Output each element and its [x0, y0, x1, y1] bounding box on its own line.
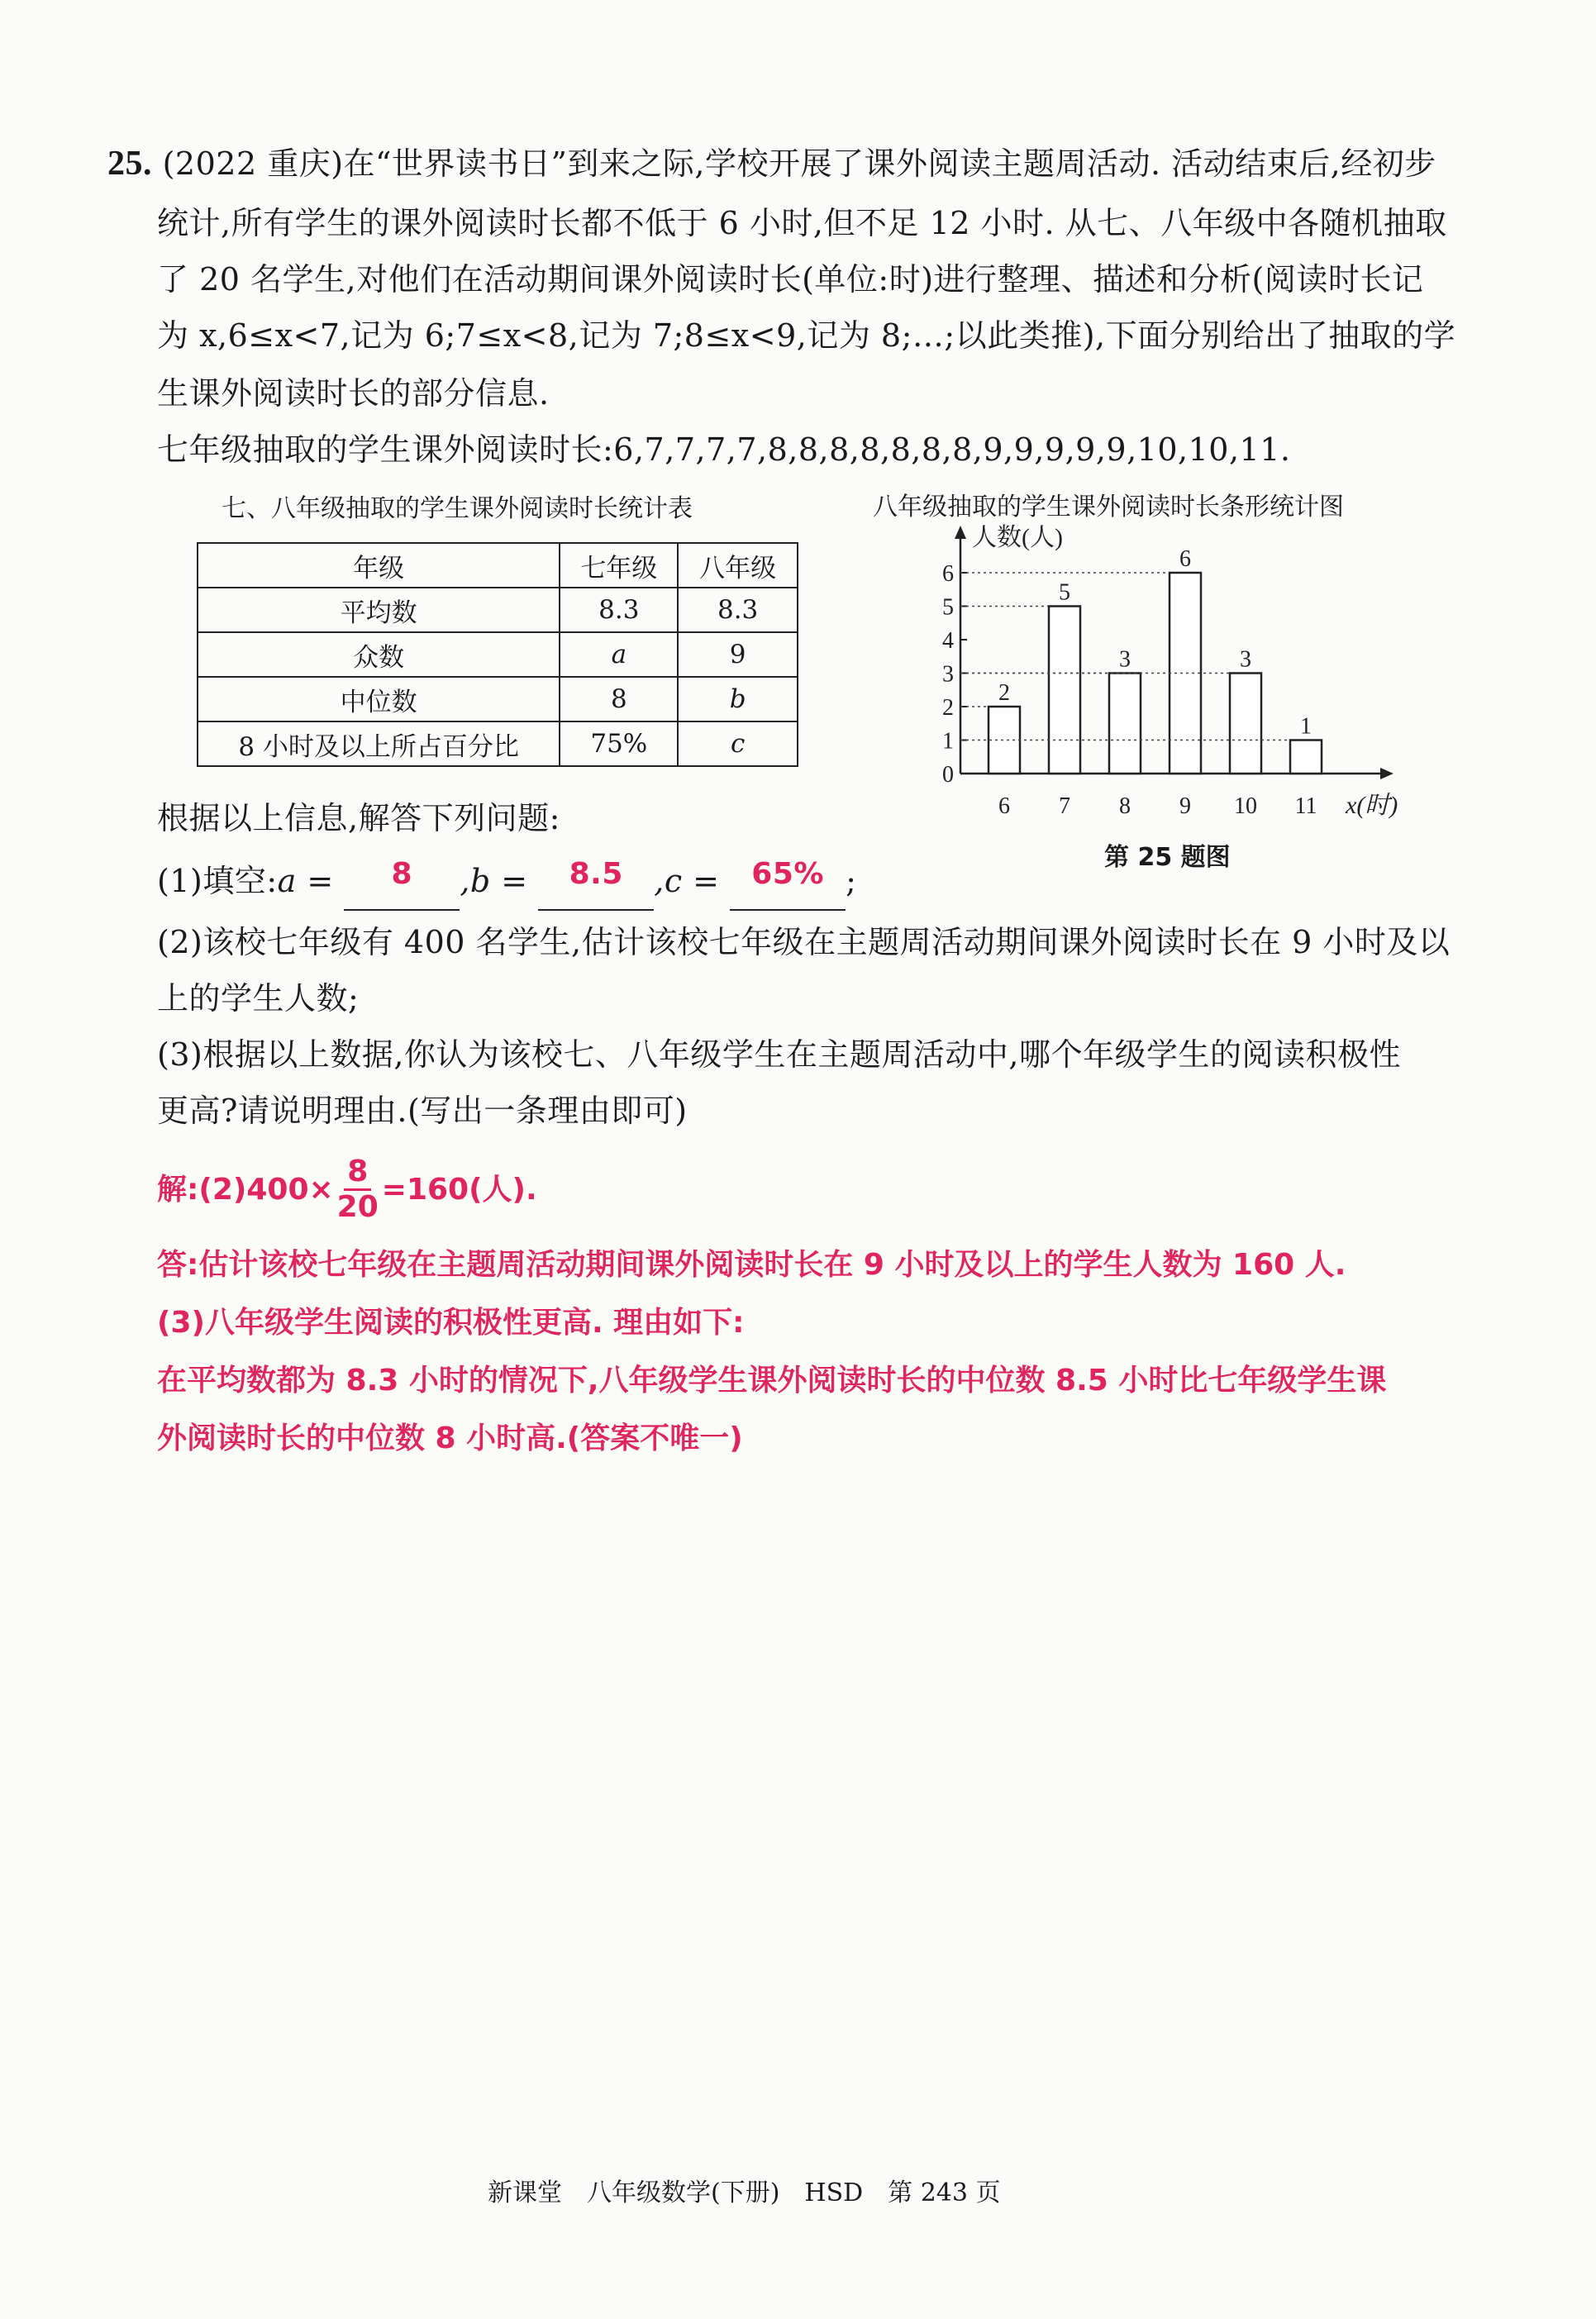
table-cell: 平均数	[198, 588, 560, 632]
blank-b	[538, 857, 654, 911]
bar-6	[989, 707, 1020, 774]
blank-a	[344, 857, 460, 911]
page-footer: 新课堂 八年级数学(下册) HSD 第 243 页	[488, 2179, 1001, 2207]
c-label: ,c =	[654, 863, 720, 899]
y-tick-label: 3	[942, 661, 954, 688]
sub-question-3-line-1: (3)根据以上数据,你认为该校七、八年级学生在主题周活动中,哪个年级学生的阅读积极性	[157, 1036, 1401, 1073]
statistics-table	[197, 542, 798, 767]
x-tick-label: 7	[1059, 793, 1070, 819]
table-cell: a	[560, 632, 678, 677]
table-header-cell: 八年级	[678, 543, 798, 588]
y-axis-label: 人数(人)	[972, 524, 1063, 551]
bar-data-label: 3	[1119, 646, 1131, 673]
answer-a: 8	[391, 857, 413, 891]
y-tick-label: 6	[942, 561, 954, 587]
bar-data-label: 3	[1240, 646, 1251, 673]
question-line-3: 了 20 名学生,对他们在活动期间课外阅读时长(单位:时)进行整理、描述和分析(阅读时长记	[157, 261, 1424, 298]
table-title: 七、八年级抽取的学生课外阅读时长统计表	[222, 494, 693, 523]
table-cell: 8	[560, 677, 678, 721]
question-line-1	[107, 134, 1436, 193]
solution-part-3-head: (3)八年级学生阅读的积极性更高. 理由如下:	[157, 1306, 745, 1340]
bar-data-label: 1	[1300, 713, 1312, 740]
fraction-numerator: 8	[344, 1155, 371, 1191]
table-cell: c	[678, 721, 798, 766]
answer-b: 8.5	[569, 857, 623, 891]
solution-part-3-line-2: 外阅读时长的中位数 8 小时高.(答案不唯一)	[157, 1421, 743, 1455]
chart-caption: 第 25 题图	[1104, 843, 1231, 872]
table-cell: 中位数	[198, 677, 560, 721]
x-tick-label: 8	[1119, 793, 1131, 819]
y-axis-arrow	[955, 526, 966, 539]
question-line-2: 统计,所有学生的课外阅读时长都不低于 6 小时,但不足 12 小时. 从七、八年级中各随机抽取	[157, 205, 1447, 241]
table-header-row	[198, 543, 798, 588]
x-axis-label: x(时)	[1346, 792, 1398, 819]
sub-question-2-line-2: 上的学生人数;	[157, 980, 360, 1017]
y-tick-label: 4	[942, 628, 954, 654]
table-cell: 8.3	[678, 588, 798, 632]
table-cell: 9	[678, 632, 798, 677]
question-text: (2022 重庆)在“世界读书日”到来之际,学校开展了课外阅读主题周活动. 活动结束后,经初步	[162, 145, 1436, 182]
a-label: a =	[277, 863, 334, 899]
question-line-4: 为 x,6≤x<7,记为 6;7≤x<8,记为 7;8≤x<9,记为 8;…;以此类推),下面分别给出了抽取的学	[157, 317, 1456, 354]
table-cell: b	[678, 677, 798, 721]
sub-question-3-line-2: 更高?请说明理由.(写出一条理由即可)	[157, 1093, 688, 1129]
bar-9	[1170, 573, 1201, 774]
table-cell: 8.3	[560, 588, 678, 632]
y-tick-label: 0	[942, 762, 954, 788]
sub1-prefix: (1)填空:	[157, 863, 278, 899]
table-cell: 众数	[198, 632, 560, 677]
bar-8	[1109, 674, 1141, 774]
solution-suffix: =160(人).	[381, 1172, 537, 1207]
x-tick-label: 6	[998, 793, 1010, 819]
b-label: ,b =	[460, 863, 528, 899]
x-tick-label: 9	[1179, 793, 1191, 819]
blank-c	[730, 857, 846, 911]
sub-question-1	[157, 851, 856, 911]
prompt-text: 根据以上信息,解答下列问题:	[157, 800, 560, 836]
table-cell: 8 小时及以上所占百分比	[198, 721, 560, 766]
table-row	[198, 632, 798, 677]
x-axis-arrow	[1380, 768, 1394, 779]
answer-part-2: 答:估计该校七年级在主题周活动期间课外阅读时长在 9 小时及以上的学生人数为 160 人.	[157, 1248, 1346, 1282]
table-header-cell: 年级	[198, 543, 560, 588]
x-tick-label: 11	[1294, 793, 1317, 819]
chart-title: 八年级抽取的学生课外阅读时长条形统计图	[873, 493, 1344, 521]
fraction-denominator: 20	[336, 1190, 379, 1224]
table-row	[198, 588, 798, 632]
bar-data-label: 5	[1059, 579, 1070, 606]
x-tick-label: 10	[1234, 793, 1257, 819]
solution-prefix: 解:(2)400×	[157, 1172, 334, 1207]
table-row	[198, 721, 798, 766]
bar-chart	[926, 521, 1422, 826]
table-header-cell: 七年级	[560, 543, 678, 588]
table-cell: 75%	[560, 721, 678, 766]
y-tick-label: 5	[942, 594, 954, 621]
question-line-5: 生课外阅读时长的部分信息.	[157, 375, 550, 412]
bar-11	[1290, 740, 1322, 774]
solution-fraction	[337, 1155, 379, 1224]
sub-question-2-line-1: (2)该校七年级有 400 名学生,估计该校七年级在主题周活动期间课外阅读时长在 9 小时及以	[157, 924, 1451, 960]
table-row	[198, 677, 798, 721]
sub1-end: ;	[846, 863, 857, 899]
solution-part-2	[157, 1155, 537, 1224]
bar-7	[1049, 607, 1080, 774]
bar-data-label: 2	[998, 680, 1010, 706]
bar-10	[1230, 674, 1261, 774]
grade7-data: 七年级抽取的学生课外阅读时长:6,7,7,7,7,8,8,8,8,8,8,8,9,9,9,9,9,10,10,11.	[157, 431, 1291, 468]
question-number: 25.	[107, 145, 152, 183]
answer-c: 65%	[751, 857, 824, 891]
bar-data-label: 6	[1179, 546, 1191, 572]
solution-part-3-line-1: 在平均数都为 8.3 小时的情况下,八年级学生课外阅读时长的中位数 8.5 小时比七年级学生课	[157, 1364, 1387, 1398]
y-tick-label: 1	[942, 728, 954, 755]
y-tick-label: 2	[942, 695, 954, 721]
